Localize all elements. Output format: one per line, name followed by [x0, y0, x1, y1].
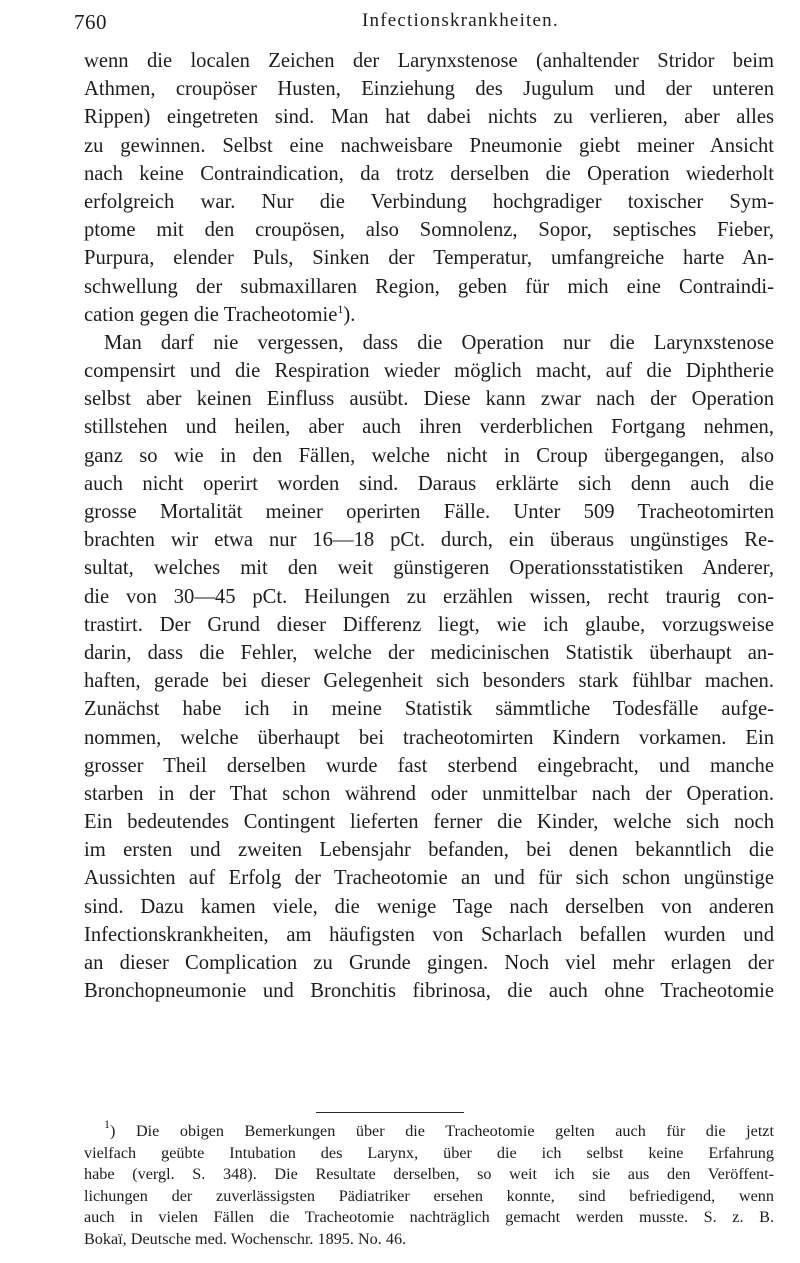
text-line: Aussichten auf Erfolg der Tracheotomie an und für sich schon ungünstige [84, 867, 774, 890]
text-line: trastirt. Der Grund dieser Differenz liegt, wie ich glaube, vorzugsweise [84, 613, 774, 636]
text-line: Man darf nie vergessen, dass die Operation nur die Larynxstenose [104, 331, 774, 354]
text-line: starben in der That schon während oder unmittelbar nach der Operation. [84, 782, 774, 805]
footnote [84, 1117, 774, 1251]
footnote-reference: 1 [337, 301, 344, 316]
text-line: darin, dass die Fehler, welche der medicinischen Statistik überhaupt an- [84, 641, 774, 664]
text-line: ganz so wie in den Fällen, welche nicht in Croup übergegangen, also [84, 444, 774, 467]
text-line: erfolgreich war. Nur die Verbindung hochgradiger toxischer Sym- [84, 190, 774, 213]
text-line: wenn die localen Zeichen der Larynxstenose (anhaltender Stridor beim [84, 50, 774, 72]
page-header [74, 10, 800, 40]
text-line: die von 30—45 pCt. Heilungen zu erzählen wissen, recht traurig con- [84, 585, 774, 608]
paragraph-1 [84, 47, 774, 329]
footnote-line: auch in vielen Fällen die Tracheotomie nachträglich gemacht werden musste. S. z. B. [84, 1208, 774, 1227]
footnote-line: lichungen der zuverlässigsten Pädiatriker ersehen konnte, sind befriedigend, wenn [84, 1186, 774, 1205]
text-line: brachten wir etwa nur 16—18 pCt. durch, ein überaus ungünstiges Re- [84, 529, 774, 552]
footnote-line [84, 1117, 774, 1143]
text-line: nommen, welche überhaupt bei tracheotomirten Kindern vorkamen. Ein [84, 726, 774, 749]
text-line: haften, gerade bei dieser Gelegenheit sich besonders stark fühlbar machen. [84, 670, 774, 693]
text-line: im ersten und zweiten Lebensjahr befanden, bei denen bekanntlich die [84, 839, 774, 862]
text-line: Rippen) eingetreten sind. Man hat dabei nichts zu verlieren, aber alles [84, 106, 774, 129]
text-line: nach keine Contraindication, da trotz derselben die Operation wiederholt [84, 162, 774, 185]
text-line: zu gewinnen. Selbst eine nachweisbare Pneumonie giebt meiner Ansicht [84, 134, 774, 157]
body-text [84, 47, 774, 1005]
text-line: Athmen, croupöser Husten, Einziehung des Jugulum und der unteren [84, 78, 774, 101]
text-line: Zunächst habe ich in meine Statistik sämmtliche Todesfälle aufge- [84, 698, 774, 721]
text-fragment: ) Die obigen Bemerkungen über die Tracheotomie gelten auch für die jetzt [110, 1122, 774, 1140]
paragraph-2 [84, 329, 774, 1006]
text-fragment: cation gegen die Tracheotomie [84, 303, 338, 326]
footnote-line: vielfach geübte Intubation des Larynx, über die ich selbst keine Erfahrung [84, 1143, 774, 1162]
page-number: 760 [74, 10, 107, 34]
text-line: Purpura, elender Puls, Sinken der Temperatur, umfangreiche harte An- [84, 247, 774, 270]
text-line: Ein bedeutendes Contingent lieferten ferner die Kinder, welche sich noch [84, 811, 774, 834]
footnote-line: Bokaï, Deutsche med. Wochenschr. 1895. No. 46. [84, 1229, 407, 1248]
running-title: Infectionskrankheiten. [362, 10, 559, 31]
footnote-divider [316, 1112, 464, 1113]
text-line: grosser Theil derselben wurde fast sterbend eingebracht, und manche [84, 754, 774, 777]
text-line: an dieser Complication zu Grunde gingen. Noch viel mehr erlagen der [84, 952, 774, 974]
text-line: compensirt und die Respiration wieder möglich macht, auf die Diphtherie [84, 360, 774, 383]
text-line: selbst aber keinen Einfluss ausübt. Diese kann zwar nach der Operation [84, 388, 774, 411]
text-line: grosse Mortalität meiner operirten Fälle. Unter 509 Tracheotomirten [84, 501, 774, 523]
text-fragment: ). [343, 303, 356, 326]
text-line: Infectionskrankheiten, am häufigsten von Scharlach befallen wurden und [84, 923, 774, 946]
text-line: sultat, welches mit den weit günstigeren Operationsstatistiken Anderer, [84, 557, 774, 580]
text-line: stillstehen und heilen, aber auch ihren verderblichen Fortgang nehmen, [84, 416, 774, 439]
text-line: ptome mit den croupösen, also Somnolenz, Sopor, septisches Fieber, [84, 219, 774, 242]
text-line: sind. Dazu kamen viele, die wenige Tage nach derselben von anderen [84, 895, 774, 918]
text-line: auch nicht operirt worden sind. Daraus erklärte sich denn auch die [84, 472, 774, 495]
text-line: Bronchopneumonie und Bronchitis fibrinosa, die auch ohne Tracheotomie [84, 980, 774, 1003]
footnote-line: habe (vergl. S. 348). Die Resultate derselben, so weit ich sie aus den Veröffent- [84, 1165, 774, 1184]
footnote-marker: 1 [104, 1117, 110, 1131]
text-line [84, 301, 774, 329]
text-line: schwellung der submaxillaren Region, geben für mich eine Contraindi- [84, 275, 774, 298]
